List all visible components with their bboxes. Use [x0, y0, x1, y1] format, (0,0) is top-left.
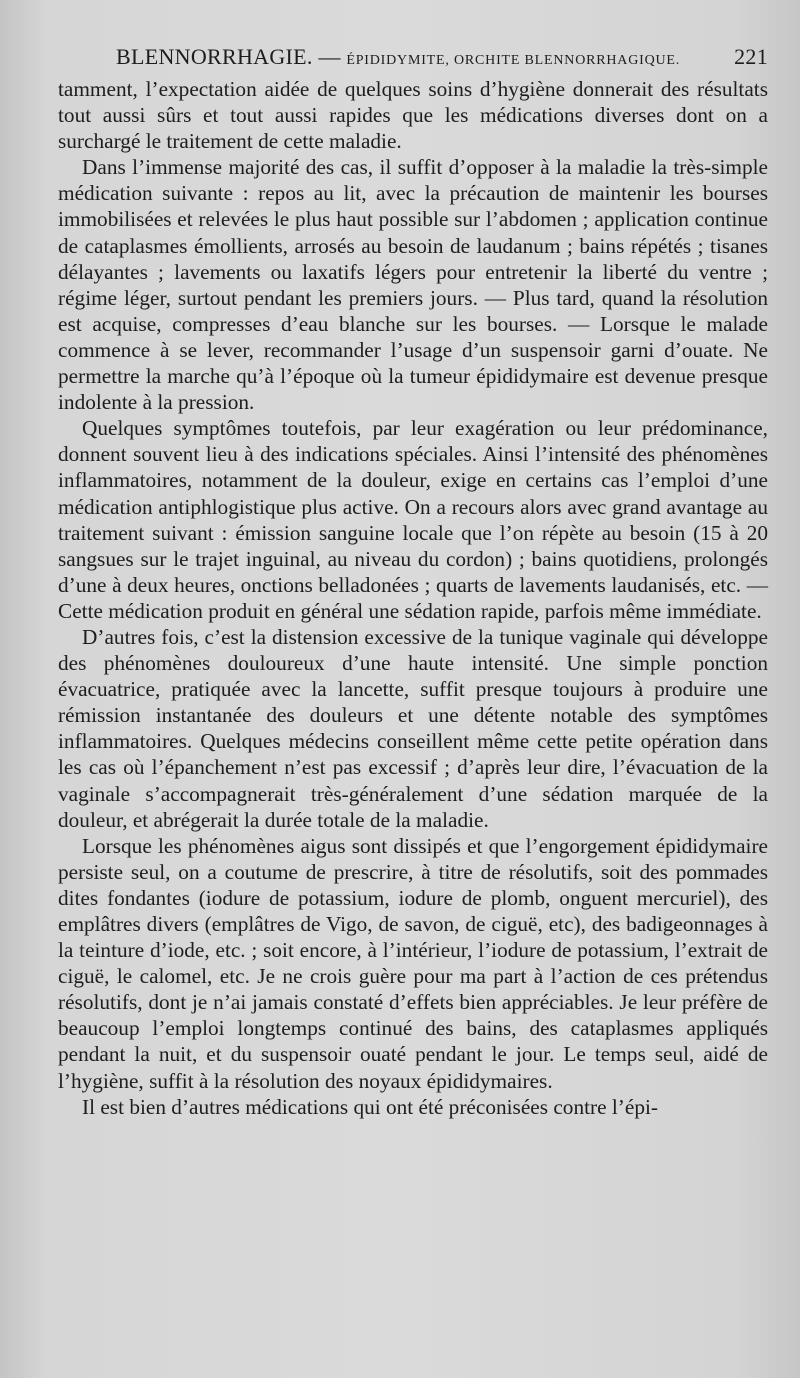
paragraph: D’autres fois, c’est la distension excessive de la tunique vaginale qui développe des phénomènes douloureux d’une haute intensité. Une simple ponction évacuatrice, pratiquée avec la lancette, suffit presque toujours à produire une rémission instantanée des douleurs et une détente notable des symptômes inflammatoires. Quelques médecins conseillent même cette petite opération dans les cas où l’épanchement n’est pas excessif ; d’après leur dire, l’évacuation de la vaginale s’accompagnerait très-généralement d’une sédation marquée de la douleur, et abrégerait la durée totale de la maladie. — [58, 624, 768, 832]
paragraph-continued: tamment, l’expectation aidée de quelques soins d’hygiène donnerait des résultats tout aussi sûrs et tout aussi rapides que les médications diverses dont on a surchargé le traitement de cette maladie. — [58, 77, 768, 154]
paragraph: Il est bien d’autres médications qui ont été préconisées contre l’épi- — [82, 1094, 658, 1119]
running-title-main: BLENNORRHAGIE. — — [116, 44, 341, 69]
paragraph: Quelques symptômes toutefois, par leur exagération ou leur prédominance, donnent souvent lieu à des indications spéciales. Ainsi l’intensité des phénomènes inflammatoires, notamment de la douleur, exige en certains cas l’emploi d’une médication antiphlogistique plus active. On a recours alors avec grand avantage au traitement suivant : émission sanguine locale que l’on répète au besoin (15 à 20 sangsues sur le trajet inguinal, au niveau du cordon) ; bains quotidiens, prolongés d’une à deux heures, onctions belladonées ; quarts de lavements laudanisés, etc. — Cette médication produit en général une sédation rapide, parfois même immédiate. — [58, 416, 768, 623]
page-number: 221 — [734, 44, 768, 69]
running-title-sub: ÉPIDIDYMITE, ORCHITE BLENNORRHAGIQUE. — [346, 53, 681, 68]
paragraph: Lorsque les phénomènes aigus sont dissipés et que l’engorgement épididymaire persiste seul, on a coutume de prescrire, à titre de résolutifs, soit des pommades dites fondantes (iodure de potassium, iodure de plomb, onguent mercuriel), des emplâtres divers (emplâtres de Vigo, de savon, de ciguë, etc), des badigeonnages à la teinture d’iode, etc. ; soit encore, à l’intérieur, l’iodure de potassium, l’extrait de ciguë, le calomel, etc. Je ne crois guère pour ma part à l’action de ces prétendus résolutifs, dont je n’ai jamais constaté d’effets bien appréciables. Je leur préfère de beaucoup l’emploi longtemps continué des bains, des cataplasmes appliqués pendant la nuit, et du suspensoir ouaté pendant le jour. Le temps seul, aidé de l’hygiène, suffit à la résolution des noyaux épididymaires. — [58, 833, 768, 1093]
body-text — [58, 76, 768, 1120]
paragraph: Dans l’immense majorité des cas, il suffit d’opposer à la maladie la très-simple médication suivante : repos au lit, avec la précaution de maintenir les bourses immobilisées et relevées le plus haut possible sur l’abdomen ; application continue de cataplasmes émollients, arrosés au besoin de laudanum ; bains répétés ; tisanes délayantes ; lavements ou laxatifs légers pour entretenir la liberté du ventre ; régime léger, surtout pendant les premiers jours. — Plus tard, quand la résolution est acquise, compresses d’eau blanche sur les bourses. — Lorsque le malade commence à se lever, recommander l’usage d’un suspensoir garni d’ouate. Ne permettre la marche qu’à l’époque où la tumeur épididymaire est devenue presque indolente à la pression. — [58, 155, 768, 415]
running-title — [116, 44, 680, 70]
page-header — [58, 44, 768, 74]
